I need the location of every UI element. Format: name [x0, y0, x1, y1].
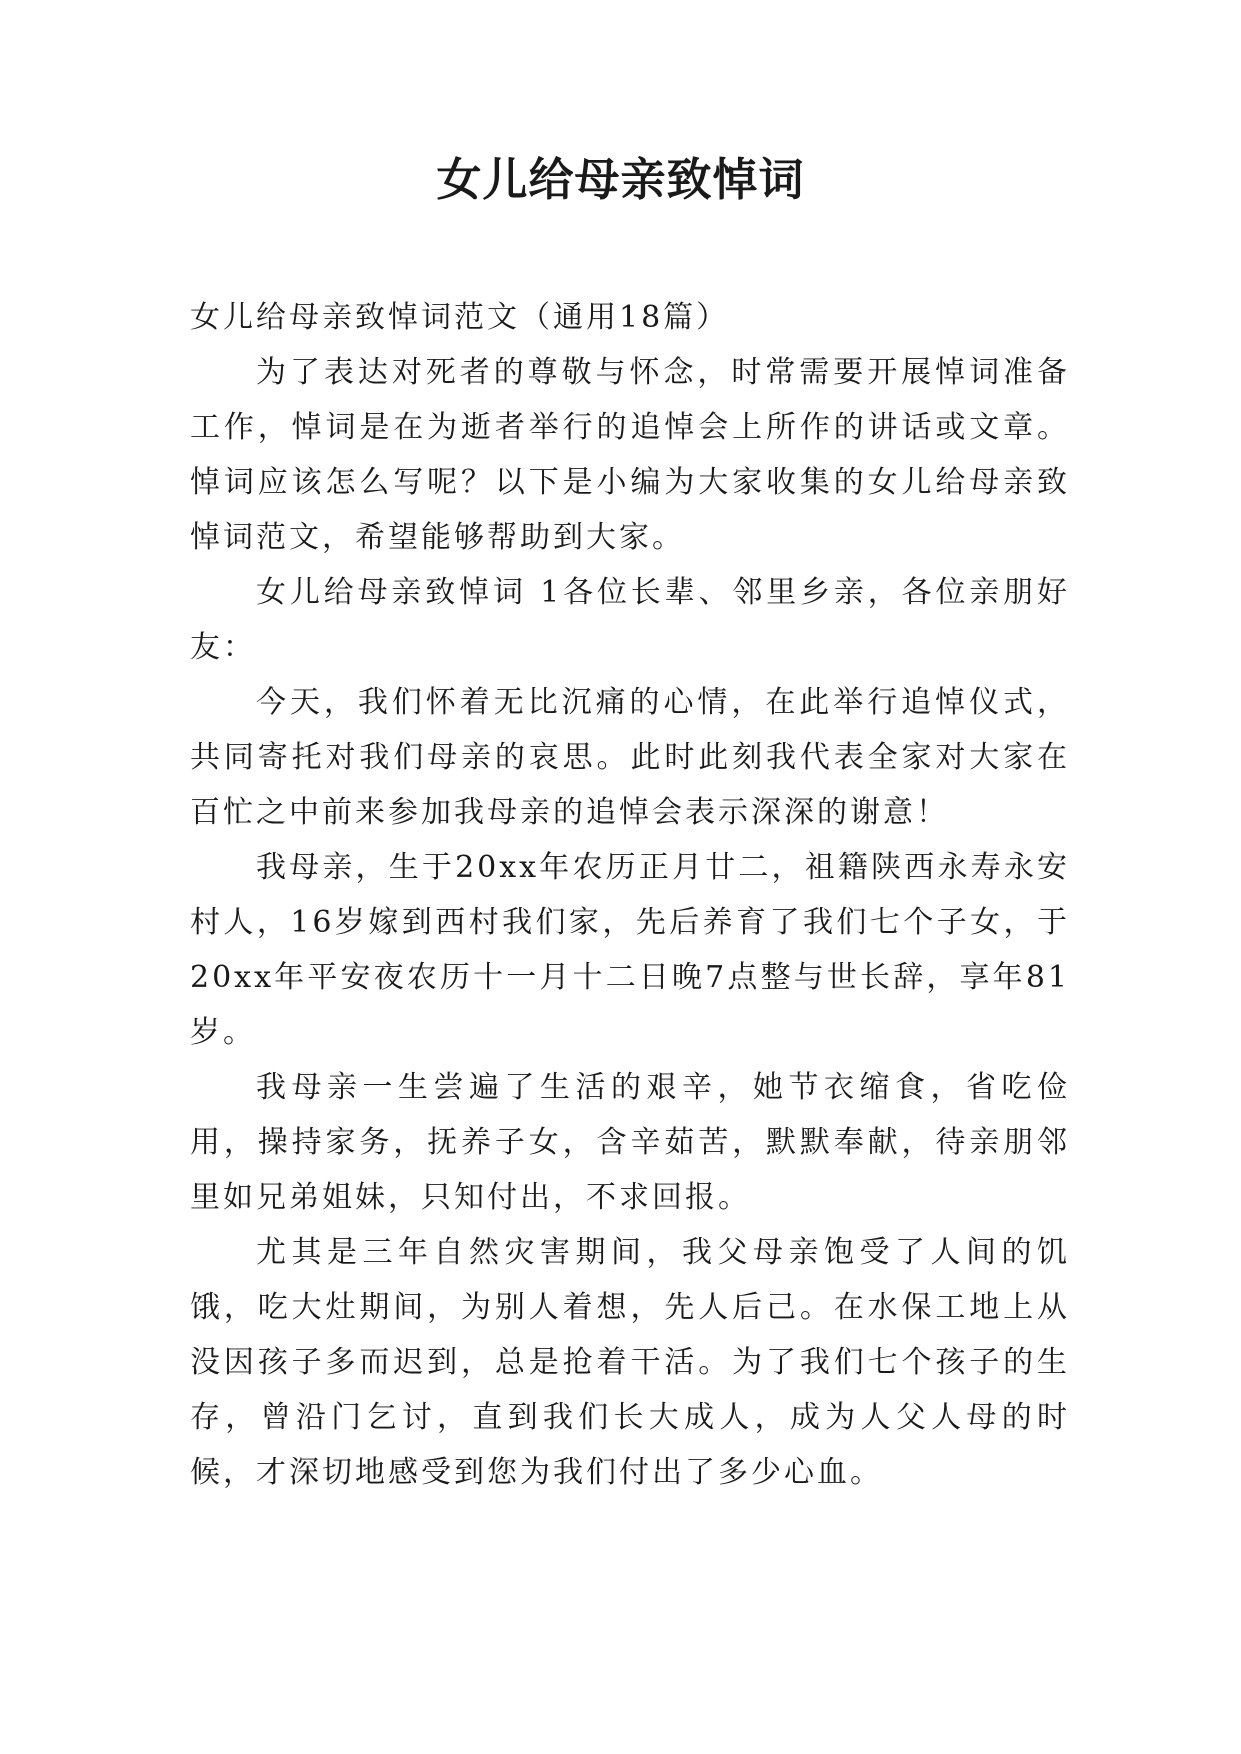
paragraph-salutation: 女儿给母亲致悼词 1各位长辈、邻里乡亲，各位亲朋好友：	[190, 575, 1070, 665]
document-subtitle: 女儿给母亲致悼词范文（通用18篇）	[190, 300, 730, 335]
paragraph-famine-years: 尤其是三年自然灾害期间，我父母亲饱受了人间的饥饿，吃大灶期间，为别人着想，先人后己。在水保工地上从没因孩子多而迟到，总是抢着干活。为了我们七个孩子的生存，曾沿门乞讨，直到我们长大成人，成为人父人母的时候，才深切地感受到您为我们付出了多少心血。	[190, 1235, 1070, 1490]
paragraph-opening: 今天，我们怀着无比沉痛的心情，在此举行追悼仪式，共同寄托对我们母亲的哀思。此时此刻我代表全家对大家在百忙之中前来参加我母亲的追悼会表示深深的谢意！	[190, 685, 1070, 830]
document-title: 女儿给母亲致悼词	[436, 153, 805, 206]
paragraph-life-hardship: 我母亲一生尝遍了生活的艰辛，她节衣缩食，省吃俭用，操持家务，抚养子女，含辛茹苦，默默奉献，待亲朋邻里如兄弟姐妹，只知付出，不求回报。	[190, 1070, 1070, 1215]
document-body	[190, 290, 1070, 1500]
paragraph-biography: 我母亲，生于20xx年农历正月廿二，祖籍陕西永寿永安村人，16岁嫁到西村我们家，先后养育了我们七个子女，于20xx年平安夜农历十一月十二日晚7点整与世长辞，享年81岁。	[190, 850, 1070, 1050]
paragraph-intro: 为了表达对死者的尊敬与怀念，时常需要开展悼词准备工作，悼词是在为逝者举行的追悼会上所作的讲话或文章。悼词应该怎么写呢？以下是小编为大家收集的女儿给母亲致悼词范文，希望能够帮助到大家。	[190, 355, 1070, 555]
